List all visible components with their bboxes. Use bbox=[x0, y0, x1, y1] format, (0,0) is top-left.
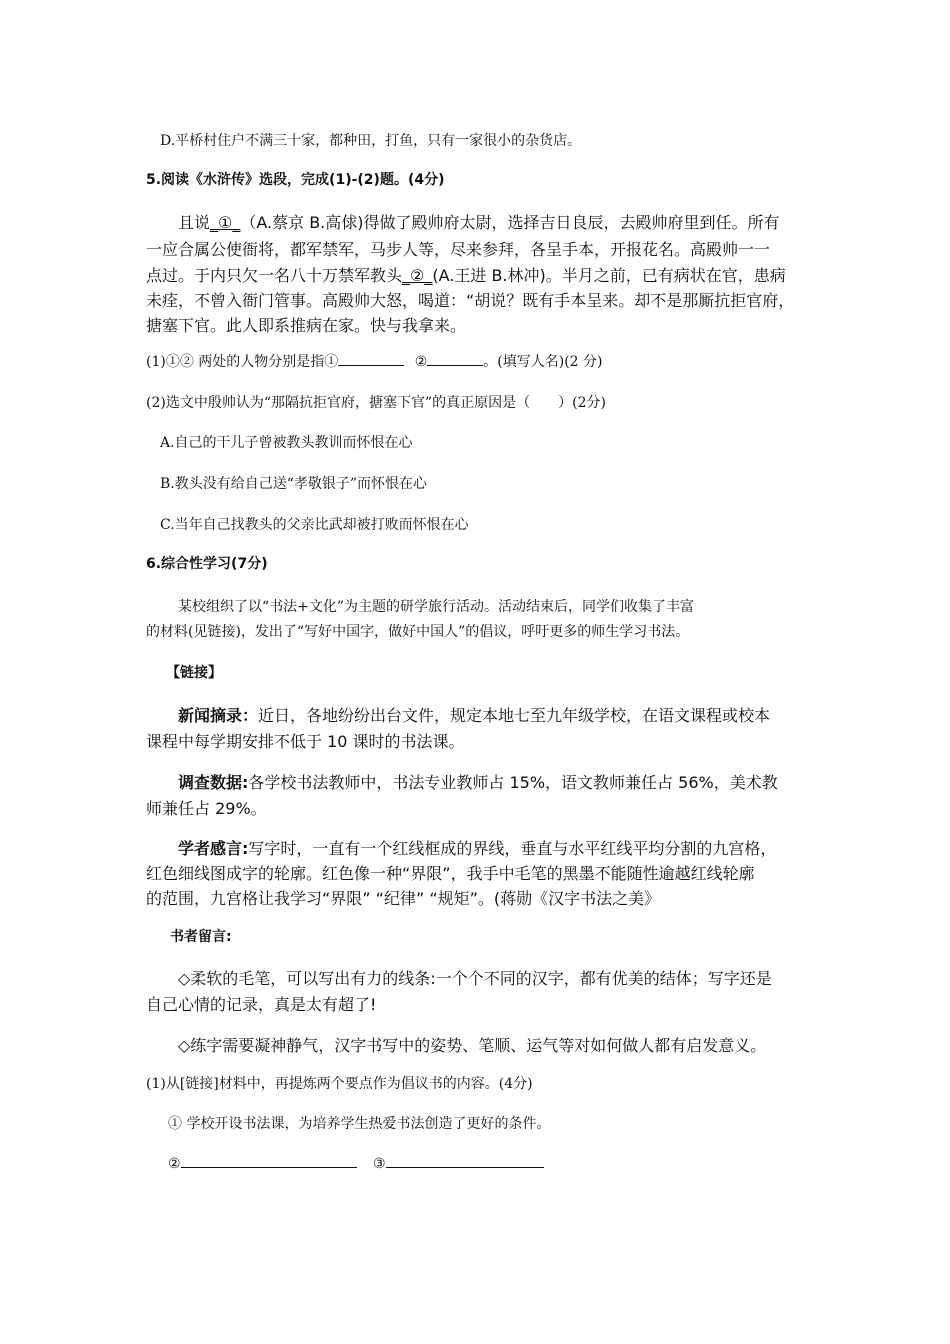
q6-news-label: 新闻摘录： bbox=[178, 706, 259, 725]
q5-passage-text: （A.蔡京 B.高俅)得做了殿帅府太尉，选择吉日良辰，去殿帅府里到任。所有 bbox=[240, 213, 780, 232]
q5-answer-blank-1[interactable] bbox=[338, 351, 404, 366]
q6-scholar-line-3: 的范围，九宫格让我学习“界限” “纪律” “规矩”。(蒋勋《汉字书法之美》 bbox=[146, 889, 661, 908]
q6-intro-line-2: 的材料(见链接)，发出了“写好中国字，做好中国人”的倡议，呼吁更多的师生学习书法。 bbox=[146, 624, 690, 640]
q6-answer-blank-3[interactable] bbox=[386, 1153, 544, 1168]
q5-blank-marker-2: _②_ bbox=[402, 266, 433, 285]
q5-option-c: C.当年自己找教头的父亲比武却被打败而怀恨在心 bbox=[160, 517, 469, 533]
q6-scholar-line-1 bbox=[178, 836, 776, 859]
q6-sub1: (1)从[链接]材料中，再提炼两个要点作为倡议书的内容。(4分) bbox=[146, 1076, 533, 1092]
q6-survey-label: 调查数据: bbox=[178, 773, 249, 792]
q6-title: 6.综合性学习(7分) bbox=[146, 556, 268, 572]
q5-passage-line-1 bbox=[178, 210, 780, 233]
q6-writer-bullet-1-line-1: ◇柔软的毛笔，可以写出有力的线条:一个个不同的汉字，都有优美的结体；写字还是 bbox=[178, 969, 772, 988]
q5-passage-text: (A.王进 B.林冲)。半月之前，已有病状在官，患病 bbox=[432, 266, 786, 285]
q5-passage-line-4: 未痊，不曾入衙门管事。高殿帅大怒，喝道：“胡说？既有手本呈来。却不是那厮抗拒官府， bbox=[146, 291, 795, 310]
q6-scholar-line-2: 红色细线图成字的轮廓。红色像一种“界限”，我手中毛笔的黑墨不能随性逾越红线轮廓 bbox=[146, 864, 755, 883]
q6-writer-bullet-1-line-2: 自己心情的记录，真是太有超了! bbox=[146, 995, 377, 1014]
q5-answer-blank-2[interactable] bbox=[427, 351, 483, 366]
q6-news-text: 近日，各地纷纷出台文件，规定本地七至九年级学校，在语文课程或校本 bbox=[258, 706, 771, 725]
q6-scholar-label: 学者感言: bbox=[178, 839, 249, 858]
q6-survey-line-1 bbox=[178, 770, 778, 793]
q5-passage-line-5: 搪塞下官。此人即系推病在家。快与我拿来。 bbox=[146, 316, 467, 335]
q5-passage-text: 且说 bbox=[178, 213, 211, 232]
q5-sub1-text: (1)①② 两处的人物分别是指① bbox=[146, 354, 339, 370]
q6-scholar-text: 写字时，一直有一个红线框成的界线，垂直与水平红线平均分割的九宫格， bbox=[248, 839, 777, 858]
q5-sub1-text: 。(填写人名)(2 分) bbox=[483, 354, 603, 370]
q6-writer-label: 书者留言: bbox=[170, 929, 232, 945]
q6-writer-bullet-2: ◇练字需要凝神静气，汉字书写中的姿势、笔顺、运气等对如何做人都有启发意义。 bbox=[178, 1036, 767, 1055]
q6-survey-text: 各学校书法教师中，书法专业教师占 15%，语文教师兼任占 56%，美术教 bbox=[248, 773, 778, 792]
q5-sub1 bbox=[146, 351, 603, 371]
q5-option-b: B.教头没有给自己送“孝敬银子”而怀恨在心 bbox=[160, 476, 428, 492]
q5-option-a: A.自己的干儿子曾被教头教训而怀恨在心 bbox=[160, 435, 413, 451]
q5-title: 5.阅读《水浒传》选段，完成(1)-(2)题。(4分) bbox=[146, 172, 445, 188]
q5-sub1-text: ② bbox=[414, 354, 428, 370]
q6-link-heading: 【链接】 bbox=[166, 665, 222, 681]
q6-news-line-1 bbox=[178, 703, 770, 726]
q5-passage-line-2: 一应合属公使衙将，都军禁军，马步人等，尽来参拜，各呈手本，开报花名。高殿帅一一 bbox=[146, 240, 771, 259]
q4-option-d: D.平桥村住户不满三十家，都种田，打鱼，只有一家很小的杂货店。 bbox=[160, 133, 582, 149]
q6-answer-blank-2[interactable] bbox=[181, 1153, 357, 1168]
q6-answer-blanks bbox=[168, 1153, 544, 1172]
q5-blank-marker-1: _①_ bbox=[210, 213, 241, 232]
q6-answer-3-label: ③ bbox=[373, 1156, 386, 1172]
q6-answer-1: ① 学校开设书法课，为培养学生热爱书法创造了更好的条件。 bbox=[168, 1116, 551, 1132]
q5-sub2: (2)选文中殷帅认为“那隔抗拒官府，搪塞下官”的真正原因是（ ）(2分) bbox=[146, 395, 606, 411]
q6-news-line-2: 课程中每学期安排不低于 10 课时的书法课。 bbox=[146, 732, 465, 751]
q6-answer-2-label: ② bbox=[168, 1156, 181, 1172]
q6-survey-line-2: 师兼任占 29%。 bbox=[146, 799, 267, 818]
q5-passage-line-3 bbox=[146, 263, 786, 286]
q6-intro-line-1: 某校组织了以“书法+文化”为主题的研学旅行活动。活动结束后，同学们收集了丰富 bbox=[178, 599, 695, 615]
q5-passage-text: 点过。于内只欠一名八十万禁军教头 bbox=[146, 266, 403, 285]
